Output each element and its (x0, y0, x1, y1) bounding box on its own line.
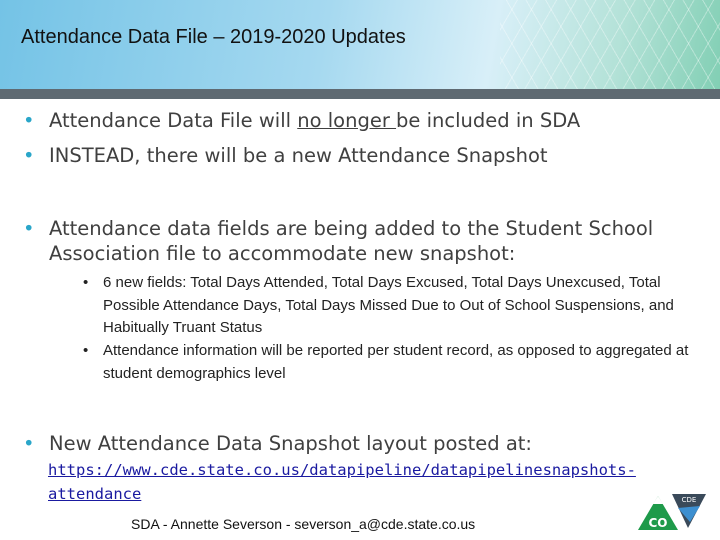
bullet-layout-posted: • New Attendance Data Snapshot layout posted at: (23, 432, 532, 455)
bullet-instead: • INSTEAD, there will be a new Attendance Snapshot (23, 144, 548, 167)
snapshot-layout-link[interactable]: https://www.cde.state.co.us/datapipeline/datapipelinesnapshots-attendance (48, 461, 636, 503)
footer-contact: SDA - Annette Severson - severson_a@cde.state.co.us (131, 516, 476, 532)
subbullet-per-student: • Attendance information will be reported per student record, as opposed to aggregated at student demographics level (83, 342, 689, 382)
slide-title: Attendance Data File – 2019-2020 Updates (21, 26, 406, 48)
bullet-fields-added: • Attendance data fields are being added to the Student School Association file to accommodate new snapshot: (23, 217, 654, 265)
svg-text:CO: CO (648, 516, 668, 530)
svg-text:CDE: CDE (681, 496, 697, 504)
header-divider (0, 89, 720, 99)
cde-co-logo (636, 492, 708, 532)
bullet-no-longer-included: • Attendance Data File will no longer be included in SDA (23, 109, 581, 132)
subbullet-new-fields: • 6 new fields: Total Days Attended, Total Days Excused, Total Days Unexcused, Total Possible Attendance Days, Total Days Missed Due to Out of School Suspensions, and Habitually Truant Status (83, 274, 674, 336)
